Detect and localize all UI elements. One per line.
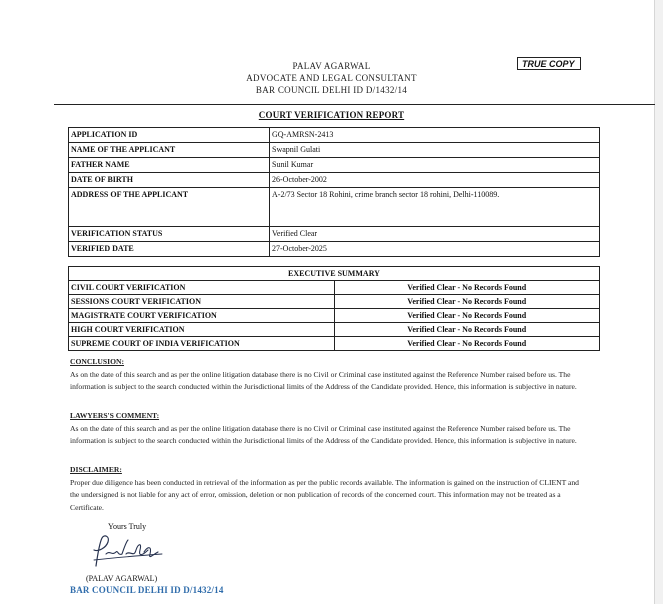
- field-label: DATE OF BIRTH: [69, 173, 270, 188]
- court-label: CIVIL COURT VERIFICATION: [69, 281, 335, 295]
- disclaimer-text: Proper due diligence has been conducted in retrieval of the information as per the public records available. The information is gained on the instruction of CLIENT and the undersigned is not liable for any act of error, omission, deletion or non publication of records of the concerned court. This information may not be treated as a Certificate.: [70, 477, 579, 512]
- field-value: A-2/73 Sector 18 Rohini, crime branch sector 18 rohini, Delhi-110089.: [270, 188, 600, 227]
- field-label: FATHER NAME: [69, 158, 270, 173]
- disclaimer-heading: DISCLAIMER:: [70, 465, 122, 474]
- field-value: Swapnil Gulati: [270, 143, 600, 158]
- table-row: [69, 295, 600, 309]
- table-row: [69, 188, 600, 227]
- court-status: Verified Clear - No Records Found: [334, 281, 600, 295]
- lawyers-comment-heading: LAWYERS'S COMMENT:: [70, 411, 160, 420]
- field-value: Sunil Kumar: [270, 158, 600, 173]
- field-value: 26-October-2002: [270, 173, 600, 188]
- court-label: MAGISTRATE COURT VERIFICATION: [69, 309, 335, 323]
- table-row: [69, 128, 600, 143]
- table-row: [69, 309, 600, 323]
- report-title: COURT VERIFICATION REPORT: [258, 110, 405, 120]
- conclusion-heading: CONCLUSION:: [70, 357, 125, 366]
- advocate-name: PALAV AGARWAL: [292, 61, 371, 71]
- scrollbar[interactable]: [655, 0, 663, 604]
- disclaimer-section: [70, 464, 590, 514]
- field-label: VERIFICATION STATUS: [69, 227, 270, 242]
- lawyers-comment-section: [70, 410, 590, 448]
- court-label: SUPREME COURT OF INDIA VERIFICATION: [69, 337, 335, 351]
- signatory-name: (PALAV AGARWAL): [86, 574, 158, 583]
- field-value: GQ-AMRSN-2413: [270, 128, 600, 143]
- table-row: [69, 323, 600, 337]
- court-status: Verified Clear - No Records Found: [334, 295, 600, 309]
- true-copy-stamp: TRUE COPY: [517, 57, 581, 70]
- table-header-row: [69, 267, 600, 281]
- applicant-info-table: [68, 127, 600, 257]
- court-status: Verified Clear - No Records Found: [334, 323, 600, 337]
- field-value: Verified Clear: [270, 227, 600, 242]
- closing-salutation: Yours Truly: [108, 522, 147, 531]
- signatory-bar-id: BAR COUNCIL DELHI ID D/1432/14: [70, 585, 224, 595]
- court-status: Verified Clear - No Records Found: [334, 309, 600, 323]
- field-value: 27-October-2025: [270, 242, 600, 257]
- table-row: [69, 158, 600, 173]
- signature-icon: [88, 532, 168, 572]
- court-status: Verified Clear - No Records Found: [334, 337, 600, 351]
- lawyers-comment-text: As on the date of this search and as per the online litigation database there is no Civil or Criminal case instituted against the Reference Number raised before us. The information is subject to the search conducted within the Jurisdictional limits of the Address of the Candidate provided. Hence, this information is subjective in nature.: [70, 423, 577, 445]
- table-row: [69, 337, 600, 351]
- court-label: HIGH COURT VERIFICATION: [69, 323, 335, 337]
- table-row: [69, 242, 600, 257]
- executive-summary-table: [68, 266, 600, 351]
- advocate-designation: ADVOCATE AND LEGAL CONSULTANT: [246, 73, 417, 83]
- table-row: [69, 281, 600, 295]
- field-label: NAME OF THE APPLICANT: [69, 143, 270, 158]
- advocate-bar-id: BAR COUNCIL DELHI ID D/1432/14: [255, 85, 408, 95]
- table-row: [69, 227, 600, 242]
- table-row: [69, 143, 600, 158]
- court-label: SESSIONS COURT VERIFICATION: [69, 295, 335, 309]
- field-label: VERIFIED DATE: [69, 242, 270, 257]
- executive-summary-heading: EXECUTIVE SUMMARY: [69, 267, 600, 281]
- field-label: ADDRESS OF THE APPLICANT: [69, 188, 270, 227]
- header-divider: [54, 104, 655, 105]
- table-row: [69, 173, 600, 188]
- field-label: APPLICATION ID: [69, 128, 270, 143]
- conclusion-text: As on the date of this search and as per the online litigation database there is no Civil or Criminal case instituted against the Reference Number raised before us. The information is subject to the search conducted within the Jurisdictional limits of the Address of the Candidate provided. Hence, this information is subjective in nature.: [70, 369, 577, 391]
- conclusion-section: [70, 356, 590, 394]
